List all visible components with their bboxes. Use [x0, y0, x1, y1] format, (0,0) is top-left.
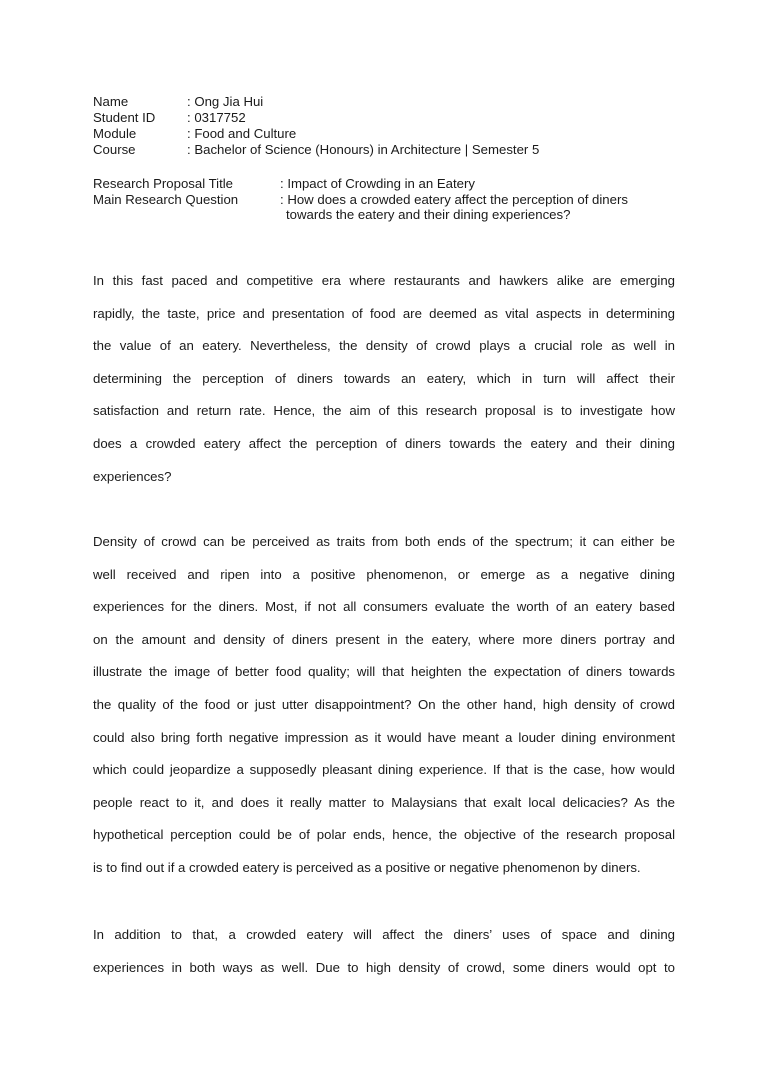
text-line: does a crowded eatery affect the perception of diners towards the eatery and their dining: [93, 436, 675, 451]
field-value: towards the eatery and their dining experiences?: [286, 207, 571, 222]
field-label: Research Proposal Title: [93, 176, 234, 191]
text-line: the quality of the food or just utter disappointment? On the other hand, high density of crowd: [93, 697, 675, 712]
text-line: satisfaction and return rate. Hence, the aim of this research proposal is to investigate how: [93, 403, 675, 418]
text-line: determining the perception of diners towards an eatery, which in turn will affect their: [93, 371, 675, 386]
text-line: experiences in both ways as well. Due to high density of crowd, some diners would opt to: [93, 960, 675, 975]
field-value: : Impact of Crowding in an Eatery: [280, 176, 475, 191]
text-line: rapidly, the taste, price and presentation of food are deemed as vital aspects in determining: [93, 306, 675, 321]
field-label: Student ID: [93, 110, 156, 125]
text-line: people react to it, and does it really matter to Malaysians that exalt local delicacies? As the: [93, 795, 675, 810]
field-value: : 0317752: [187, 110, 246, 125]
text-line: Density of crowd can be perceived as traits from both ends of the spectrum; it can either be: [93, 534, 675, 549]
text-line: is to find out if a crowded eatery is perceived as a positive or negative phenomenon by diners.: [93, 860, 641, 875]
field-label: Course: [93, 142, 136, 157]
text-line: experiences?: [93, 469, 172, 484]
text-line: on the amount and density of diners present in the eatery, where more diners portray and: [93, 632, 675, 647]
field-value: : How does a crowded eatery affect the perception of diners: [280, 192, 628, 207]
text-line: the value of an eatery. Nevertheless, the density of crowd plays a crucial role as well in: [93, 338, 675, 353]
text-line: well received and ripen into a positive phenomenon, or emerge as a negative dining: [93, 567, 675, 582]
field-value: : Food and Culture: [187, 126, 297, 141]
field-value: : Ong Jia Hui: [187, 94, 264, 109]
text-line: illustrate the image of better food quality; will that heighten the expectation of diners towards: [93, 664, 675, 679]
text-line: hypothetical perception could be of polar ends, hence, the objective of the research proposal: [93, 827, 675, 842]
text-line: could also bring forth negative impression as it would have meant a louder dining environment: [93, 730, 675, 745]
field-label: Main Research Question: [93, 192, 239, 207]
field-value: : Bachelor of Science (Honours) in Architecture | Semester 5: [187, 142, 540, 157]
field-label: Name: [93, 94, 129, 109]
field-label: Module: [93, 126, 137, 141]
text-line: In addition to that, a crowded eatery will affect the diners’ uses of space and dining: [93, 927, 675, 942]
text-line: experiences for the diners. Most, if not all consumers evaluate the worth of an eatery based: [93, 599, 675, 614]
text-line: which could jeopardize a supposedly pleasant dining experience. If that is the case, how would: [93, 762, 675, 777]
text-line: In this fast paced and competitive era where restaurants and hawkers alike are emerging: [93, 273, 675, 288]
